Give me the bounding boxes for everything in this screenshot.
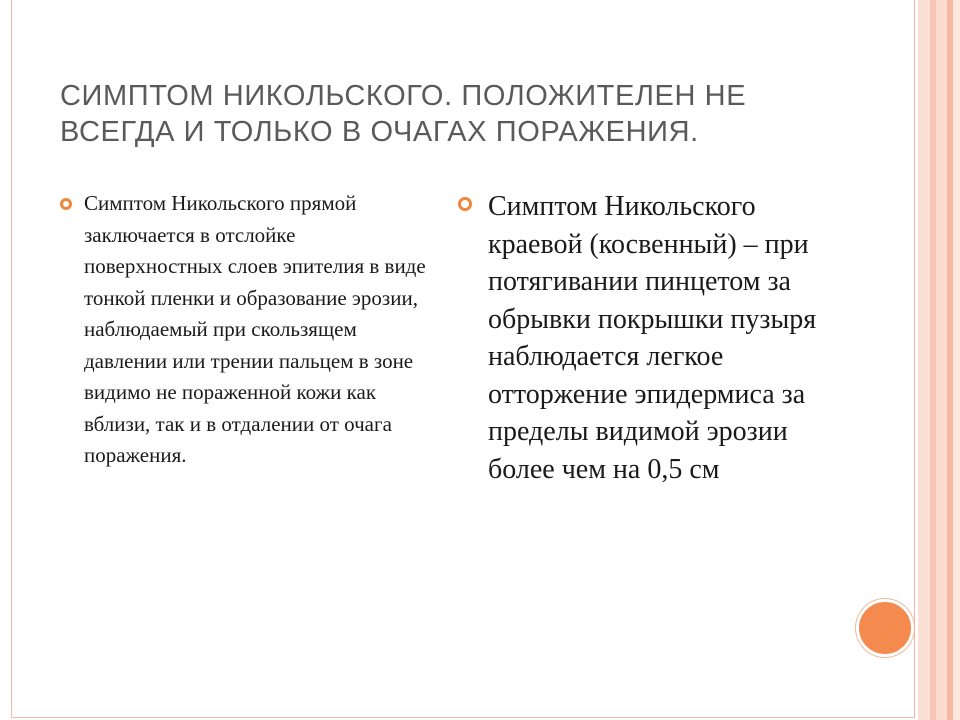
decorative-stripe	[953, 0, 960, 720]
right-column	[458, 188, 838, 488]
hollow-circle-bullet-icon	[458, 197, 472, 211]
bullet-text: Симптом Никольского прямой заключается в отслойке поверхностных слоев эпителия в виде тонкой пленки и образование эрозии, наблюдаемый при скользящем давлении или трении пальцем в зоне видимо не пораженной кожи как вблизи, так и в отдалении от очага поражения.	[84, 191, 426, 467]
decorative-stripe	[936, 0, 947, 720]
hollow-circle-bullet-icon	[60, 198, 72, 210]
bullet-item	[60, 188, 430, 472]
bullet-item	[458, 188, 838, 488]
slide-title: СИМПТОМ НИКОЛЬСКОГО. ПОЛОЖИТЕЛЕН НЕ ВСЕГДА И ТОЛЬКО В ОЧАГАХ ПОРАЖЕНИЯ.	[60, 80, 747, 148]
orange-circle-decoration	[856, 599, 914, 657]
bullet-text: Симптом Никольского краевой (косвенный) – при потягивании пинцетом за обрывки покрышки пузыря наблюдается легкое отторжение эпидермиса за пределы видимой эрозии более чем на 0,5 см	[488, 191, 817, 485]
left-column	[60, 188, 430, 472]
decorative-stripe	[918, 0, 930, 720]
